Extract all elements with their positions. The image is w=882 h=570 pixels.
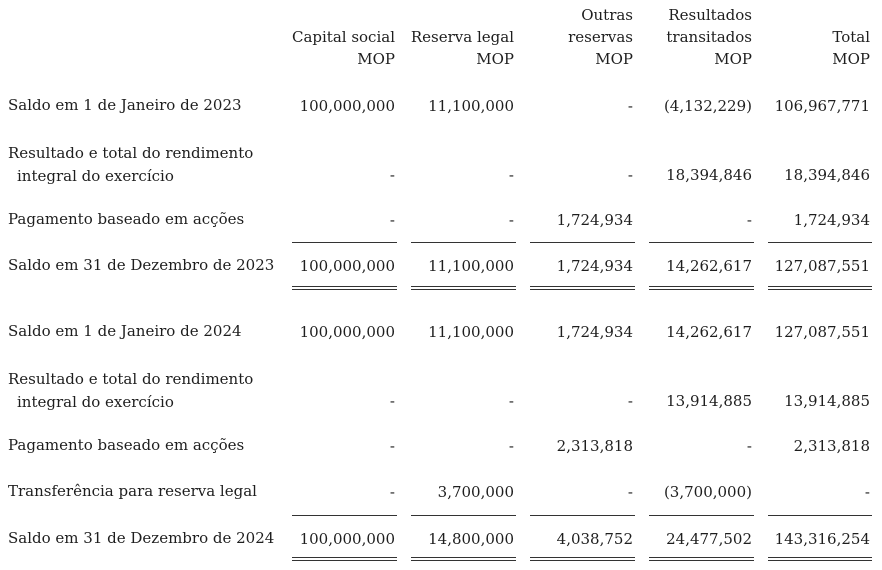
row-label-pagamento-acoes-2024 — [8, 434, 244, 457]
cell-capital-social: - — [389, 392, 395, 410]
cell-total: 106,967,771 — [774, 97, 870, 115]
cell-total: 2,313,818 — [793, 437, 870, 455]
column-header-capital-social — [262, 26, 395, 70]
cell-reserva-legal: - — [508, 211, 514, 229]
column-header-line: reservas — [568, 28, 633, 46]
column-header-line: MOP — [357, 50, 395, 68]
cell-capital-social: - — [389, 166, 395, 184]
single-underline-reserva-legal — [411, 515, 516, 516]
cell-reserva-legal: 11,100,000 — [428, 97, 514, 115]
single-underline-resultados-transitados — [649, 242, 754, 243]
cell-capital-social: 100,000,000 — [299, 257, 395, 275]
cell-resultados-transitados: 13,914,885 — [666, 392, 752, 410]
single-underline-capital-social — [292, 242, 397, 243]
column-header-line: Total — [832, 28, 870, 46]
single-underline-total — [768, 515, 872, 516]
cell-capital-social: - — [389, 483, 395, 501]
column-header-total — [738, 26, 870, 70]
cell-outras-reservas: - — [627, 392, 633, 410]
double-underline-resultados-transitados — [649, 557, 754, 561]
cell-capital-social: 100,000,000 — [299, 323, 395, 341]
row-label-saldo-final-2024 — [8, 527, 274, 550]
cell-capital-social: 100,000,000 — [299, 530, 395, 548]
cell-total: 143,316,254 — [774, 530, 870, 548]
column-header-reserva-legal — [381, 26, 514, 70]
cell-resultados-transitados: 14,262,617 — [666, 257, 752, 275]
cell-total: 1,724,934 — [793, 211, 870, 229]
cell-outras-reservas: 1,724,934 — [556, 323, 633, 341]
cell-total: 18,394,846 — [784, 166, 870, 184]
column-header-line: MOP — [476, 50, 514, 68]
row-label-line: Resultado e total do rendimento — [8, 370, 254, 388]
column-header-line: MOP — [595, 50, 633, 68]
column-header-line: Capital social — [291, 28, 395, 46]
cell-resultados-transitados: (4,132,229) — [663, 97, 752, 115]
row-label-resultado-2023 — [8, 142, 253, 188]
single-underline-resultados-transitados — [649, 515, 754, 516]
cell-total: 13,914,885 — [784, 392, 870, 410]
row-label-line: Saldo em 31 de Dezembro de 2024 — [8, 529, 275, 547]
double-underline-total — [768, 557, 872, 561]
double-underline-total — [768, 286, 872, 290]
cell-resultados-transitados: 18,394,846 — [666, 166, 752, 184]
row-label-line: Saldo em 1 de Janeiro de 2024 — [8, 322, 242, 340]
cell-outras-reservas: - — [627, 97, 633, 115]
double-underline-outras-reservas — [530, 286, 635, 290]
row-label-saldo-inicial-2024 — [8, 320, 242, 343]
column-header-line: Resultados — [668, 6, 752, 24]
double-underline-reserva-legal — [411, 286, 516, 290]
row-label-transferencia-reserva-legal-2024 — [8, 480, 257, 503]
column-header-line: transitados — [666, 28, 752, 46]
column-header-line: MOP — [832, 50, 870, 68]
cell-capital-social: 100,000,000 — [299, 97, 395, 115]
row-label-pagamento-acoes-2023 — [8, 208, 244, 231]
single-underline-reserva-legal — [411, 242, 516, 243]
double-underline-outras-reservas — [530, 557, 635, 561]
cell-outras-reservas: 1,724,934 — [556, 211, 633, 229]
row-label-line: Saldo em 1 de Janeiro de 2023 — [8, 96, 242, 114]
cell-reserva-legal: - — [508, 392, 514, 410]
row-label-line: Pagamento baseado em acções — [8, 436, 245, 454]
column-header-line: Outras — [581, 6, 633, 24]
column-header-resultados-transitados — [619, 4, 752, 70]
double-underline-resultados-transitados — [649, 286, 754, 290]
double-underline-capital-social — [292, 557, 397, 561]
row-label-line: Pagamento baseado em acções — [8, 210, 245, 228]
cell-total: 127,087,551 — [774, 257, 870, 275]
cell-reserva-legal: 14,800,000 — [428, 530, 514, 548]
single-underline-capital-social — [292, 515, 397, 516]
cell-reserva-legal: 3,700,000 — [437, 483, 514, 501]
double-underline-reserva-legal — [411, 557, 516, 561]
cell-capital-social: - — [389, 437, 395, 455]
cell-resultados-transitados: 24,477,502 — [666, 530, 752, 548]
cell-outras-reservas: 4,038,752 — [556, 530, 633, 548]
cell-resultados-transitados: - — [746, 211, 752, 229]
cell-outras-reservas: - — [627, 483, 633, 501]
row-label-saldo-final-2023 — [8, 254, 274, 277]
cell-capital-social: - — [389, 211, 395, 229]
single-underline-total — [768, 242, 872, 243]
cell-reserva-legal: - — [508, 166, 514, 184]
cell-outras-reservas: 1,724,934 — [556, 257, 633, 275]
cell-outras-reservas: 2,313,818 — [556, 437, 633, 455]
cell-resultados-transitados: - — [746, 437, 752, 455]
row-label-line: integral do exercício — [17, 167, 174, 185]
column-header-line: Reserva legal — [410, 28, 514, 46]
single-underline-outras-reservas — [530, 242, 635, 243]
cell-reserva-legal: 11,100,000 — [428, 323, 514, 341]
double-underline-capital-social — [292, 286, 397, 290]
column-header-line: MOP — [714, 50, 752, 68]
row-label-line: Transferência para reserva legal — [8, 482, 257, 500]
cell-resultados-transitados: 14,262,617 — [666, 323, 752, 341]
cell-reserva-legal: - — [508, 437, 514, 455]
cell-total: - — [864, 483, 870, 501]
row-label-line: Resultado e total do rendimento — [8, 144, 254, 162]
cell-total: 127,087,551 — [774, 323, 870, 341]
row-label-saldo-inicial-2023 — [8, 94, 242, 117]
row-label-resultado-2024 — [8, 368, 253, 414]
cell-reserva-legal: 11,100,000 — [428, 257, 514, 275]
single-underline-outras-reservas — [530, 515, 635, 516]
column-header-outras-reservas — [500, 4, 633, 70]
cell-outras-reservas: - — [627, 166, 633, 184]
cell-resultados-transitados: (3,700,000) — [663, 483, 752, 501]
row-label-line: integral do exercício — [17, 393, 174, 411]
row-label-line: Saldo em 31 de Dezembro de 2023 — [8, 256, 275, 274]
